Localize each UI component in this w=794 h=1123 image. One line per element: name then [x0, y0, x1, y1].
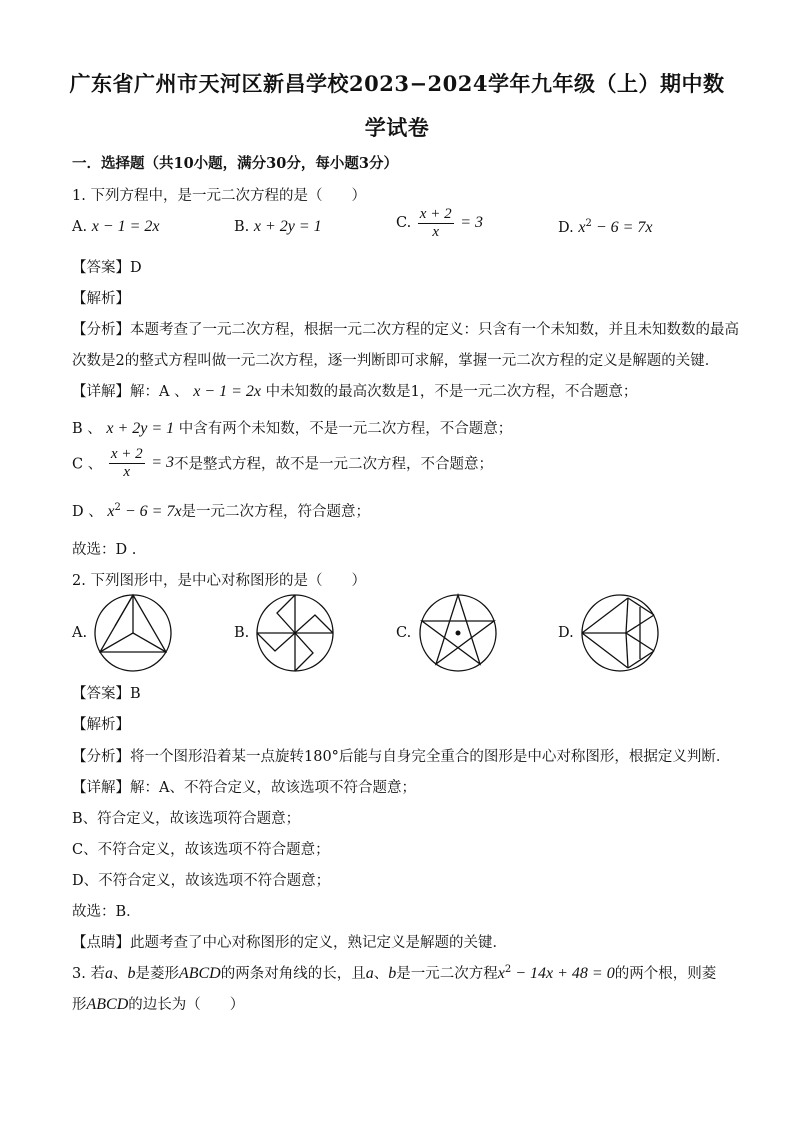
q1-option-b	[234, 218, 322, 236]
q3-stem2-post: 的边长为（ ）	[128, 997, 245, 1013]
q2-option-d-label: D.	[558, 625, 574, 641]
q1-xiangjie-b-expr: x + 2y = 1	[106, 420, 175, 437]
q3-stem-mid: 是菱形	[135, 966, 179, 982]
q1-option-b-label: B.	[234, 219, 250, 235]
q3-sep: 、	[112, 966, 128, 982]
q1-xiangjie-d	[72, 500, 370, 521]
section-heading: 一．选择题（共10小题，满分30分，每小题3分）	[72, 155, 398, 172]
q3-stem-mid2: 的两条对角线的长，且	[220, 966, 366, 982]
q3-stem-mid3: 是一元二次方程	[396, 966, 498, 982]
q1-xiangjie-d-sup: 2	[114, 502, 121, 514]
q3-eq-rest: − 14x + 48 = 0	[511, 965, 615, 982]
q1-option-d-rest: − 6 = 7x	[591, 218, 653, 236]
page-title-line1: 广东省广州市天河区新昌学校2023−2024学年九年级（上）期中数	[69, 71, 725, 96]
q2-answer: 【答案】B	[72, 686, 141, 702]
q1-xiangjie-c-rest: = 3	[151, 454, 175, 471]
q1-option-a	[72, 218, 160, 236]
q1-stem: 1. 下列方程中，是一元二次方程的是（ ）	[72, 188, 366, 204]
q1-xiangjie-a-pre: 【详解】解：A 、	[72, 384, 189, 400]
q1-xiangjie-c-numerator: x + 2	[110, 446, 143, 462]
q1-fenxi-line2: 次数是2的整式方程叫做一元二次方程，逐一判断即可求解，掌握一元二次方程的定义是解题的关键．	[72, 353, 720, 369]
q2-option-c-label: C.	[396, 625, 412, 641]
q1-xiangjie-a-expr: x − 1 = 2x	[193, 383, 261, 400]
q3-eq-sup: 2	[504, 964, 512, 976]
q2-guxuan: 故选：B．	[72, 904, 141, 920]
q1-option-a-expr: x − 1 = 2x	[91, 218, 160, 235]
q3-stem2-pre: 形	[72, 997, 87, 1013]
q1-xiangjie-d-base: x	[107, 503, 115, 520]
q1-option-d-base: x	[578, 218, 586, 236]
q2-figure-c	[418, 593, 498, 673]
q3-abcd: ABCD	[178, 965, 221, 982]
q2-option-b-label: B.	[234, 625, 250, 641]
q1-option-a-label: A.	[72, 219, 88, 235]
q1-option-c	[396, 206, 483, 240]
q1-option-b-expr: x + 2y = 1	[253, 218, 322, 235]
page-title-line2: 学试卷	[364, 115, 430, 140]
q3-eq-base: x	[497, 965, 505, 982]
q2-xiangjie-b: B、符合定义，故该选项符合题意；	[72, 811, 301, 827]
q3-abcd-2: ABCD	[86, 996, 129, 1013]
q2-option-a-label: A.	[72, 625, 88, 641]
q1-answer: 【答案】D	[72, 260, 142, 276]
q2-xiangjie-c: C、不符合定义，故该选项不符合题意；	[72, 842, 330, 858]
q1-xiangjie-d-rest: − 6 = 7x	[120, 503, 182, 520]
q1-option-d-sup: 2	[585, 218, 592, 229]
q2-figure-a	[93, 593, 173, 673]
q1-option-c-fraction	[418, 206, 454, 240]
q3-var-b: b	[127, 965, 136, 982]
q3-var-b2: b	[388, 965, 397, 982]
q1-option-c-label: C.	[396, 215, 412, 231]
q3-stem-line1	[72, 962, 716, 983]
q3-stem-post: 的两个根，则菱	[614, 966, 717, 982]
q2-figure-d	[580, 593, 660, 673]
q1-xiangjie-c-pre: C 、	[72, 456, 103, 473]
q1-xiangjie-c-post: 不是整式方程，故不是一元二次方程，不合题意；	[174, 456, 494, 473]
q3-var-a: a	[104, 965, 113, 982]
q1-option-d	[558, 218, 653, 237]
q1-jiexi: 【解析】	[72, 291, 130, 307]
q1-xiangjie-d-post: 是一元二次方程，符合题意；	[181, 504, 371, 520]
q1-xiangjie-b-post: 中含有两个未知数，不是一元二次方程，不合题意；	[178, 421, 513, 437]
q2-jiexi: 【解析】	[72, 717, 130, 733]
q1-fenxi-line1: 【分析】本题考查了一元二次方程，根据一元二次方程的定义：只含有一个未知数，并且未知数数的最高	[72, 322, 739, 338]
q2-dianjing: 【点睛】此题考查了中心对称图形的定义，熟记定义是解题的关键．	[72, 935, 507, 951]
q1-xiangjie-c-fraction	[109, 446, 145, 480]
q3-sep2: 、	[373, 966, 389, 982]
q1-option-c-denominator: x	[432, 223, 440, 240]
q1-xiangjie-c-denominator: x	[123, 463, 131, 480]
q1-guxuan: 故选：D .	[72, 542, 137, 558]
q3-stem-pre: 3. 若	[72, 966, 105, 982]
q2-stem: 2. 下列图形中，是中心对称图形的是（ ）	[72, 573, 366, 589]
q1-xiangjie-b-pre: B 、	[72, 421, 102, 437]
q1-xiangjie-d-pre: D 、	[72, 504, 103, 520]
q2-figure-b	[255, 593, 335, 673]
q2-xiangjie-a: 【详解】解：A、不符合定义，故该选项不符合题意；	[72, 780, 416, 796]
q1-xiangjie-a-post: 中未知数的最高次数是1，不是一元二次方程，不合题意；	[265, 384, 638, 400]
q1-xiangjie-b	[72, 417, 512, 438]
q1-xiangjie-a	[72, 380, 637, 401]
q3-var-a2: a	[365, 965, 374, 982]
q1-option-c-rest: = 3	[460, 214, 483, 231]
q1-option-c-numerator: x + 2	[419, 206, 452, 222]
q1-xiangjie-c	[72, 446, 493, 480]
q2-xiangjie-d: D、不符合定义，故该选项不符合题意；	[72, 873, 331, 889]
q2-fenxi: 【分析】将一个图形沿着某一点旋转180°后能与自身完全重合的图形是中心对称图形，根据定义判断．	[72, 749, 731, 765]
q3-stem-line2	[72, 993, 244, 1014]
q1-option-d-label: D.	[558, 219, 574, 236]
